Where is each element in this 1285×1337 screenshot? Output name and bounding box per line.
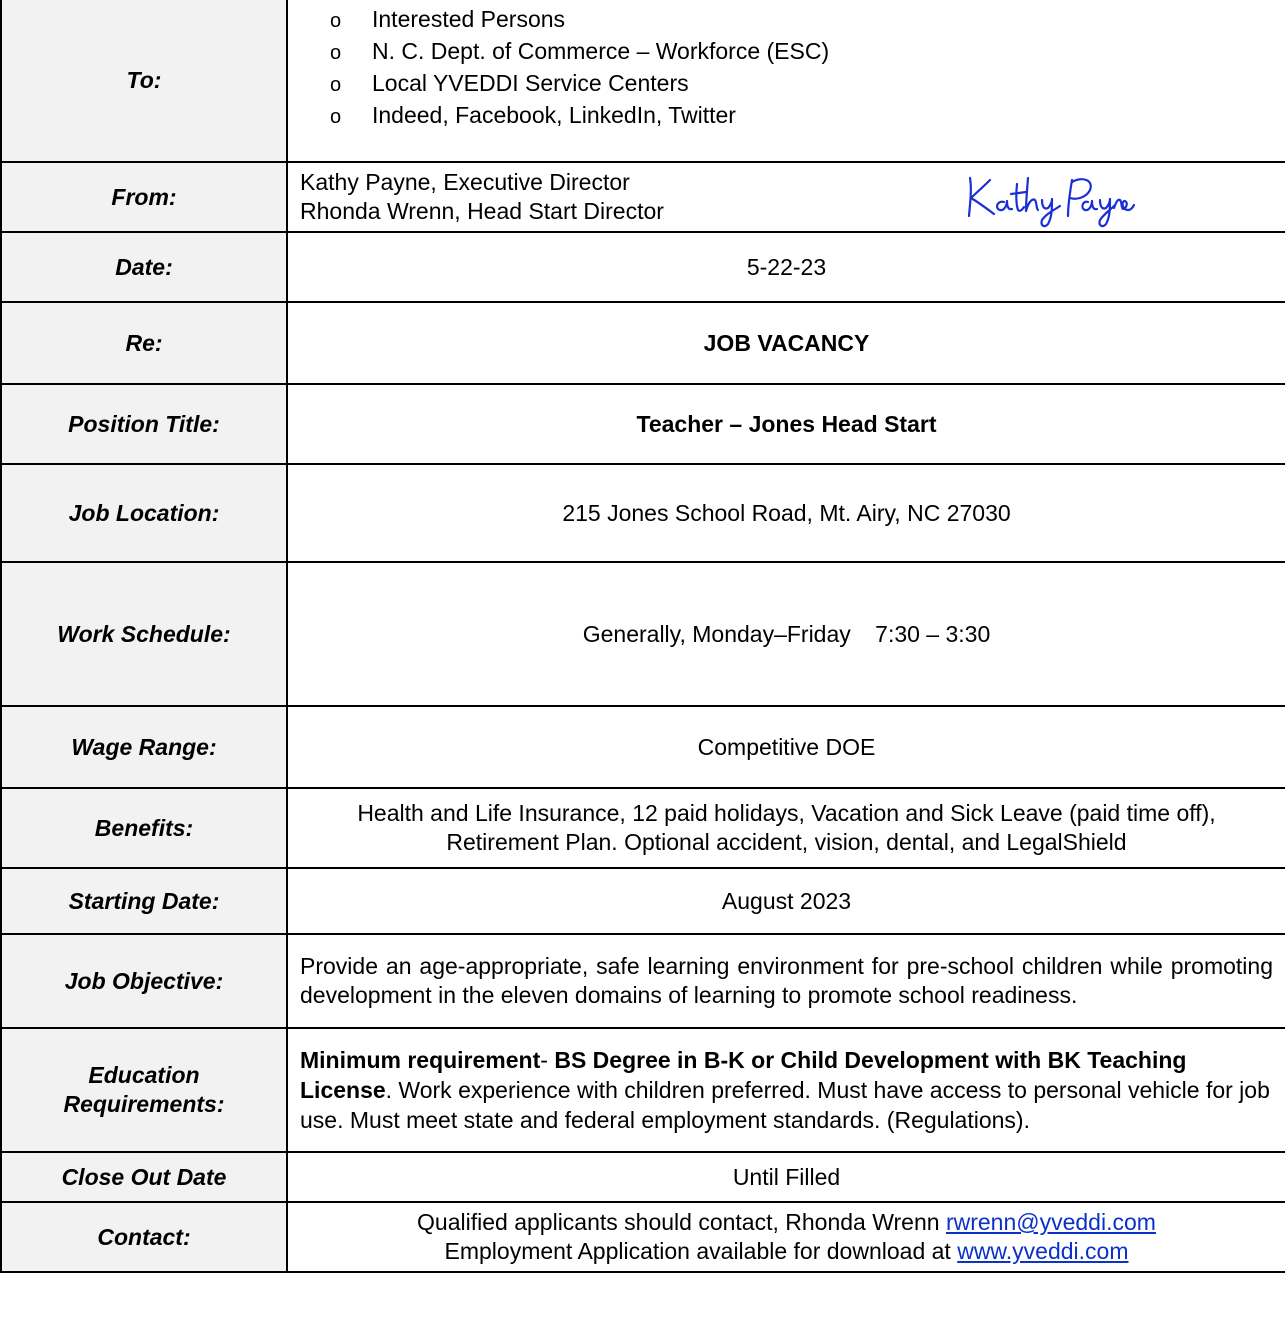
contact-line-2 [300, 1237, 1273, 1266]
re-label: Re: [1, 302, 287, 384]
wage-range-value: Competitive DOE [287, 706, 1285, 788]
signature-image [960, 170, 1135, 228]
position-title-value: Teacher – Jones Head Start [287, 384, 1285, 464]
bullet-icon: o [330, 10, 342, 32]
close-out-label: Close Out Date [1, 1152, 287, 1202]
recipient-text: N. C. Dept. of Commerce – Workforce (ESC) [372, 38, 830, 64]
contact-value [287, 1202, 1285, 1272]
position-title-label: Position Title: [1, 384, 287, 464]
from-line-1: Kathy Payne, Executive Director [300, 169, 630, 195]
work-schedule-days: Generally, Monday–Friday [582, 620, 851, 647]
date-label: Date: [1, 232, 287, 302]
row-benefits [1, 788, 1285, 868]
starting-date-value: August 2023 [287, 868, 1285, 934]
from-value [287, 162, 1285, 232]
bullet-icon: o [330, 42, 342, 64]
re-value: JOB VACANCY [287, 302, 1285, 384]
education-label-line-1: Education [88, 1062, 200, 1088]
education-min-label: Minimum requirement [300, 1047, 541, 1073]
row-wage-range [1, 706, 1285, 788]
benefits-label: Benefits: [1, 788, 287, 868]
education-value [287, 1028, 1285, 1152]
website-link[interactable]: www.yveddi.com [957, 1238, 1129, 1264]
recipient-text: Indeed, Facebook, LinkedIn, Twitter [372, 102, 736, 128]
job-location-value: 215 Jones School Road, Mt. Airy, NC 27030 [287, 464, 1285, 562]
education-details: . Work experience with children preferred. Must have access to personal vehicle for job use. Must meet state and federal employment standards. (Regulations). [300, 1077, 1270, 1133]
date-value: 5-22-23 [287, 232, 1285, 302]
recipient-text: Local YVEDDI Service Centers [372, 70, 689, 96]
job-objective-label: Job Objective: [1, 934, 287, 1028]
work-schedule-label: Work Schedule: [1, 562, 287, 706]
recipient-item [330, 100, 1273, 132]
recipient-item [330, 36, 1273, 68]
row-position-title [1, 384, 1285, 464]
to-label: To: [1, 0, 287, 162]
education-degree: BS Degree in B-K or Child Development with BK Teaching License [300, 1047, 1187, 1103]
row-job-objective [1, 934, 1285, 1028]
benefits-value: Health and Life Insurance, 12 paid holidays, Vacation and Sick Leave (paid time off), Retirement Plan. Optional accident, vision, dental, and LegalShield [287, 788, 1285, 868]
starting-date-label: Starting Date: [1, 868, 287, 934]
contact-email-link[interactable]: rwrenn@yveddi.com [945, 1209, 1156, 1235]
to-value [287, 0, 1285, 162]
work-schedule-value [287, 562, 1285, 706]
from-label: From: [1, 162, 287, 232]
row-contact [1, 1202, 1285, 1272]
bullet-icon: o [330, 74, 342, 96]
recipient-item [330, 4, 1273, 36]
row-close-out [1, 1152, 1285, 1202]
education-label [1, 1028, 287, 1152]
row-starting-date [1, 868, 1285, 934]
row-work-schedule [1, 562, 1285, 706]
education-label-line-2: Requirements: [63, 1091, 225, 1117]
row-job-location [1, 464, 1285, 562]
row-date [1, 232, 1285, 302]
job-objective-value: Provide an age-appropriate, safe learning environment for pre-school children while promoting development in the eleven domains of learning to promote school readiness. [287, 934, 1285, 1028]
wage-range-label: Wage Range: [1, 706, 287, 788]
recipient-item [330, 68, 1273, 100]
recipient-text: Interested Persons [372, 6, 566, 32]
contact-line-1 [300, 1208, 1273, 1237]
job-location-label: Job Location: [1, 464, 287, 562]
contact-line-1-text: Qualified applicants should contact, Rhonda Wrenn [417, 1209, 946, 1235]
recipient-list [300, 4, 1273, 132]
bullet-icon: o [330, 106, 342, 128]
close-out-value: Until Filled [287, 1152, 1285, 1202]
row-education [1, 1028, 1285, 1152]
row-re [1, 302, 1285, 384]
contact-label: Contact: [1, 1202, 287, 1272]
education-separator: - [540, 1047, 555, 1073]
work-schedule-hours: 7:30 – 3:30 [875, 620, 991, 647]
row-from [1, 162, 1285, 232]
row-to [1, 0, 1285, 162]
from-line-2: Rhonda Wrenn, Head Start Director [300, 198, 664, 224]
contact-line-2-text: Employment Application available for download at [444, 1238, 958, 1264]
